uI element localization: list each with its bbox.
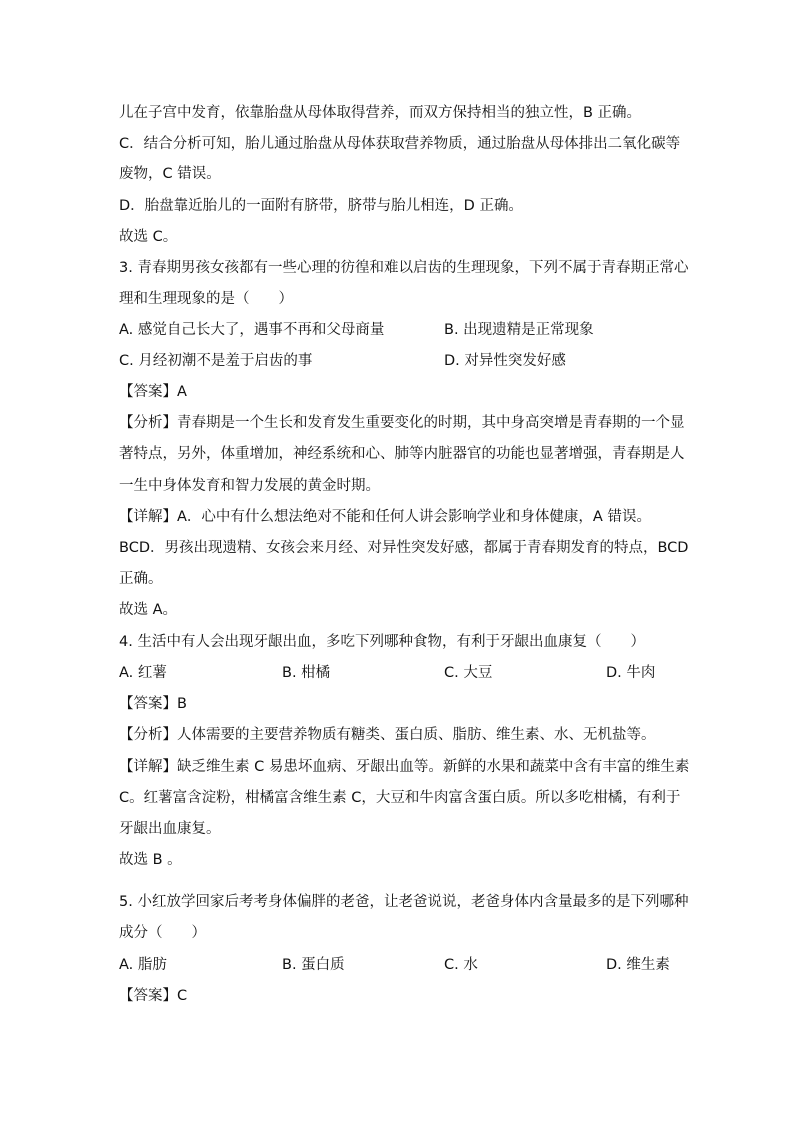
- text-line: C．结合分析可知，胎儿通过胎盘从母体获取营养物质，通过胎盘从母体排出二氧化碳等: [119, 136, 681, 152]
- q3-option-d: D. 对异性突发好感: [444, 353, 566, 369]
- answer-3: 【答案】A: [119, 384, 187, 400]
- text-line: 儿在子宫中发育，依靠胎盘从母体取得营养，而双方保持相当的独立性，B 正确。: [119, 105, 642, 121]
- text-line: 著特点，另外，体重增加，神经系统和心、肺等内脏器官的功能也显著增强，青春期是人: [119, 446, 685, 462]
- q4-option-a: A. 红薯: [119, 665, 167, 681]
- q3-option-a: A. 感觉自己长大了，遇事不再和父母商量: [119, 322, 385, 338]
- q5-option-b: B. 蛋白质: [282, 957, 345, 973]
- q4-option-b: B. 柑橘: [282, 665, 331, 681]
- answer-4: 【答案】B: [119, 696, 187, 712]
- analysis-3: 【分析】青春期是一个生长和发育发生重要变化的时期，其中身高突增是青春期的一个显: [119, 415, 685, 431]
- q5-option-d: D. 维生素: [606, 957, 670, 973]
- text-line: 牙龈出血康复。: [119, 821, 221, 837]
- question-4: 4. 生活中有人会出现牙龈出血，多吃下列哪种食物，有利于牙龈出血康复（ ）: [119, 634, 645, 650]
- text-line: D．胎盘靠近胎儿的一面附有脐带，脐带与胎儿相连，D 正确。: [119, 198, 523, 214]
- q3-option-c: C. 月经初潮不是羞于启齿的事: [119, 353, 313, 369]
- detail-4: 【详解】缺乏维生素 C 易患坏血病、牙龈出血等。新鲜的水果和蔬菜中含有丰富的维生素: [119, 759, 690, 775]
- text-line: 故选 C。: [119, 229, 178, 245]
- q4-option-d: D. 牛肉: [606, 665, 656, 681]
- text-line: 故选 A。: [119, 602, 178, 618]
- q5-option-c: C. 水: [444, 957, 478, 973]
- text-line: BCD．男孩出现遗精、女孩会来月经、对异性突发好感，都属于青春期发育的特点，BCD: [119, 540, 689, 556]
- question-3: 3. 青春期男孩女孩都有一些心理的彷徨和难以启齿的生理现象，下列不属于青春期正常心: [119, 260, 689, 276]
- text-line: 故选 B 。: [119, 852, 182, 868]
- q5-option-a: A. 脂肪: [119, 957, 167, 973]
- text-line: C。红薯富含淀粉，柑橘富含维生素 C，大豆和牛肉富含蛋白质。所以多吃柑橘，有利于: [119, 790, 681, 806]
- question-5-cont: 成分（ ）: [119, 925, 206, 941]
- text-line: 正确。: [119, 571, 163, 587]
- question-5: 5. 小红放学回家后考考身体偏胖的老爸，让老爸说说，老爸身体内含量最多的是下列哪种: [119, 894, 689, 910]
- answer-5: 【答案】C: [119, 988, 188, 1004]
- text-line: 一生中身体发育和智力发展的黄金时期。: [119, 478, 380, 494]
- q3-option-b: B. 出现遗精是正常现象: [444, 322, 594, 338]
- detail-3: 【详解】A．心中有什么想法绝对不能和任何人讲会影响学业和身体健康，A 错误。: [119, 509, 651, 525]
- analysis-4: 【分析】人体需要的主要营养物质有糖类、蛋白质、脂肪、维生素、水、无机盐等。: [119, 727, 656, 743]
- text-line: 废物，C 错误。: [119, 166, 221, 182]
- q4-option-c: C. 大豆: [444, 665, 493, 681]
- question-3-cont: 理和生理现象的是（ ）: [119, 291, 293, 307]
